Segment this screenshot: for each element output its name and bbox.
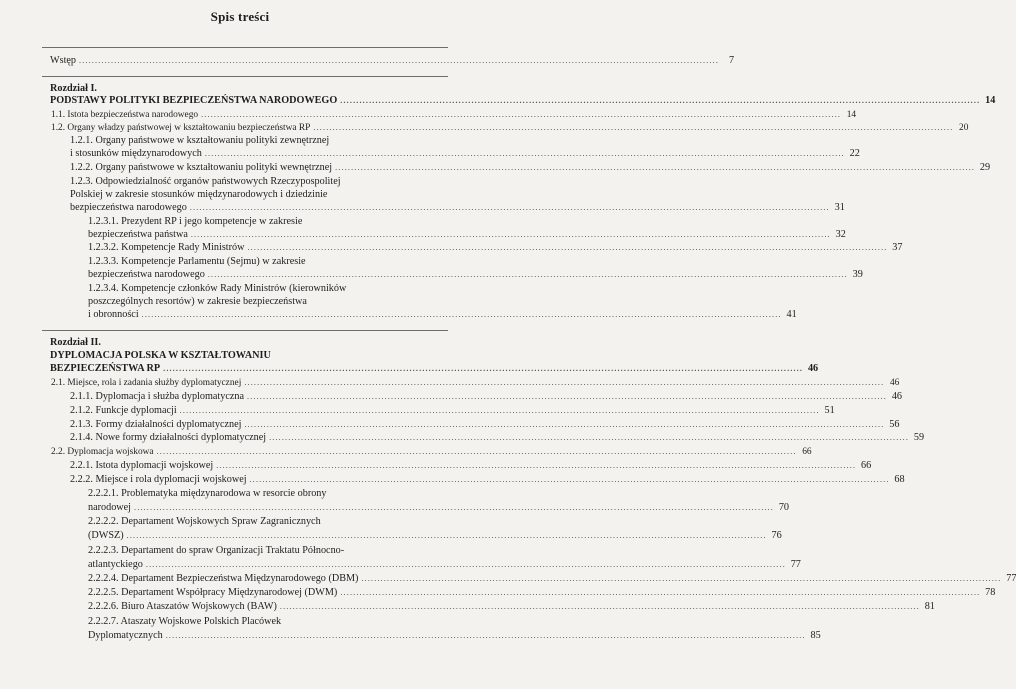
dot-leader: ........................................................................................................................................................................................................: [313, 123, 954, 132]
toc-page-number: 14: [985, 95, 996, 106]
toc-page-number: 77: [790, 559, 801, 570]
divider: [42, 47, 448, 48]
toc-entry-text: 2.1.4. Nowe formy działalności dyplomatycznej: [70, 432, 267, 443]
toc-entry-text: 1.1. Istota bezpieczeństwa narodowego: [51, 110, 199, 120]
toc-page-number: 7: [728, 55, 735, 66]
toc-entry-text: DYPLOMACJA POLSKA W KSZTAŁTOWANIU: [50, 350, 271, 361]
dot-leader: ........................................................................................................................................................................................................: [247, 392, 887, 401]
toc-entry-text: bezpieczeństwa narodowego: [70, 202, 187, 213]
toc-entry: [50, 363, 819, 375]
toc-entry: [70, 419, 900, 431]
toc-entry-text: Rozdział II.: [50, 337, 101, 348]
toc-page-number: 29: [979, 162, 991, 173]
toc-entry: [88, 229, 846, 241]
toc-entry: [70, 474, 905, 486]
toc-entry: [70, 202, 845, 214]
toc-entry: [88, 502, 789, 514]
toc-entry: [88, 601, 935, 613]
dot-leader: ........................................................................................................................................................................................................: [216, 461, 857, 470]
toc-entry-text: 2.2.2.6. Biuro Ataszatów Wojskowych (BAW): [88, 601, 277, 612]
toc-page-number: 66: [861, 460, 872, 471]
toc-page-number: 46: [889, 378, 900, 388]
dot-leader: ........................................................................................................................................................................................................: [165, 631, 806, 640]
dot-leader: ........................................................................................................................................................................................................: [335, 163, 976, 172]
toc-entry-text: bezpieczeństwa narodowego: [88, 269, 205, 280]
dot-leader: ........................................................................................................................................................................................................: [141, 310, 782, 319]
dot-leader: ........................................................................................................................................................................................................: [201, 110, 842, 119]
toc-entry: [88, 573, 1016, 585]
toc-page-number: 31: [834, 202, 845, 213]
toc-entry-text: narodowej: [88, 502, 131, 513]
toc-page-number: 70: [778, 502, 789, 513]
toc-page-number: 32: [835, 229, 846, 240]
toc-entry-text: 2.2.2.3. Departament do spraw Organizacji Traktatu Północno-: [88, 545, 345, 556]
page-title: Spis treści: [210, 9, 270, 24]
toc-entry-text: 2.2. Dyplomacja wojskowa: [51, 447, 154, 457]
toc-entry: [88, 616, 434, 628]
toc-entry: [51, 377, 900, 389]
toc-entry: [88, 296, 434, 308]
toc-entry: [50, 95, 996, 107]
toc-entry: [50, 55, 735, 67]
toc-entry: [70, 460, 872, 472]
toc-entry: [50, 83, 434, 95]
toc-entry-text: poszczególnych resortów) w zakresie bezpieczeństwa: [88, 296, 307, 307]
toc-entry: [70, 391, 902, 403]
toc-entry-text: 2.2.2.5. Departament Współpracy Międzynarodowej (DWM): [88, 587, 338, 598]
toc-entry-text: 1.2.2. Organy państwowe w kształtowaniu polityki wewnętrznej: [70, 162, 333, 173]
dot-leader: ........................................................................................................................................................................................................: [244, 420, 885, 429]
toc-entry-text: 2.1.1. Dyplomacja i służba dyplomatyczna: [70, 391, 244, 402]
toc-entry-text: 2.2.2. Miejsce i rola dyplomacji wojskowej: [70, 474, 247, 485]
toc-entry: [88, 559, 801, 571]
toc-entry-text: 1.2.3. Odpowiedzialność organów państwowych Rzeczypospolitej: [70, 176, 341, 187]
dot-leader: ........................................................................................................................................................................................................: [189, 203, 830, 212]
toc-entry: [70, 189, 434, 201]
toc-page-number: 22: [849, 148, 860, 159]
dot-leader: ........................................................................................................................................................................................................: [126, 531, 767, 540]
toc-entry-text: i stosunków międzynarodowych: [70, 148, 202, 159]
toc-page-number: 51: [824, 405, 835, 416]
toc-entry-text: 2.2.2.2. Departament Wojskowych Spraw Zagranicznych: [88, 516, 321, 527]
toc-page-number: 78: [985, 587, 996, 598]
toc-entry: [88, 309, 797, 321]
dot-leader: ........................................................................................................................................................................................................: [163, 364, 804, 373]
toc-entry-text: bezpieczeństwa państwa: [88, 229, 188, 240]
dot-leader: ........................................................................................................................................................................................................: [244, 378, 885, 387]
toc-entry: [88, 516, 434, 528]
dot-leader: ........................................................................................................................................................................................................: [207, 270, 848, 279]
toc-entry: [88, 269, 863, 281]
toc-entry-text: 1.2.3.1. Prezydent RP i jego kompetencje w zakresie: [88, 216, 303, 227]
toc-page-number: 20: [959, 123, 969, 133]
toc-entry-text: 1.2. Organy władzy państwowej w kształtowaniu bezpieczeństwa RP: [51, 123, 311, 133]
toc-page-number: 46: [891, 391, 902, 402]
toc-entry: [88, 530, 782, 542]
toc-entry-text: 1.2.3.2. Kompetencje Rady Ministrów: [88, 242, 245, 253]
divider: [42, 76, 448, 77]
dot-leader: ........................................................................................................................................................................................................: [249, 475, 890, 484]
toc-page-number: 39: [852, 269, 863, 280]
dot-leader: ........................................................................................................................................................................................................: [134, 503, 774, 512]
toc-entry: [50, 337, 434, 349]
dot-leader: ........................................................................................................................................................................................................: [156, 447, 797, 456]
toc-entry: [51, 446, 812, 458]
toc-page-number: 76: [771, 530, 782, 541]
toc-entry-text: Wstęp: [50, 55, 77, 66]
toc-entry-text: i obronności: [88, 309, 139, 320]
dot-leader: ........................................................................................................................................................................................................: [247, 243, 888, 252]
dot-leader: ........................................................................................................................................................................................................: [190, 230, 831, 239]
toc-entry-text: Rozdział I.: [50, 83, 97, 94]
toc-entry-text: 2.2.2.7. Ataszaty Wojskowe Polskich Placówek: [88, 616, 282, 627]
dot-leader: ........................................................................................................................................................................................................: [361, 574, 1002, 583]
toc-entry-text: Dyplomatycznych: [88, 630, 163, 641]
toc-page-number: 59: [913, 432, 925, 443]
toc-entry: [70, 432, 925, 444]
toc-entry: [70, 135, 434, 147]
toc-entry: [70, 148, 860, 160]
toc-entry-text: 2.2.1. Istota dyplomacji wojskowej: [70, 460, 214, 471]
toc-page-number: 41: [786, 309, 797, 320]
toc-entry: [70, 162, 991, 174]
toc-entry: [88, 488, 434, 500]
toc-page-number: 37: [892, 242, 903, 253]
toc-entry-text: 1.2.1. Organy państwowe w kształtowaniu polityki zewnętrznej: [70, 135, 330, 146]
toc-entry: [88, 216, 434, 228]
dot-leader: ........................................................................................................................................................................................................: [340, 588, 981, 597]
toc-page-number: 77: [1006, 573, 1016, 584]
toc-entry: [50, 350, 434, 362]
toc-page-number: 68: [894, 474, 905, 485]
toc-entry-text: 1.2.3.3. Kompetencje Parlamentu (Sejmu) w zakresie: [88, 256, 306, 267]
dot-leader: ........................................................................................................................................................................................................: [279, 602, 920, 611]
toc-entry-text: 1.2.3.4. Kompetencje członków Rady Ministrów (kierowników: [88, 283, 347, 294]
toc-entry-text: BEZPIECZEŃSTWA RP: [50, 363, 161, 374]
dot-leader: ........................................................................................................................................................................................................: [79, 56, 720, 65]
toc-entry: [70, 176, 434, 188]
toc-page-number: 81: [924, 601, 935, 612]
divider: [42, 330, 448, 331]
toc-entry-text: PODSTAWY POLITYKI BEZPIECZEŃSTWA NARODOWEGO: [50, 95, 338, 106]
toc-entry-text: 2.1.2. Funkcje dyplomacji: [70, 405, 177, 416]
toc-entry: [88, 630, 821, 642]
toc-entry: [70, 405, 835, 417]
dot-leader: ........................................................................................................................................................................................................: [179, 406, 820, 415]
toc-entry: [88, 283, 434, 295]
toc-entry: [51, 109, 857, 121]
toc-entry: [88, 587, 996, 599]
toc-page-number: 85: [810, 630, 821, 641]
toc-entry-text: atlantyckiego: [88, 559, 143, 570]
toc-page-number: 66: [802, 447, 812, 457]
dot-leader: ........................................................................................................................................................................................................: [340, 96, 981, 105]
toc-page-number: 56: [889, 419, 900, 430]
toc-entry-text: 2.1. Miejsce, rola i zadania służby dyplomatycznej: [51, 378, 242, 388]
dot-leader: ........................................................................................................................................................................................................: [145, 560, 786, 569]
toc-entry-text: (DWSZ): [88, 530, 124, 541]
toc-entry-text: 2.2.2.4. Departament Bezpieczeństwa Międzynarodowego (DBM): [88, 573, 359, 584]
dot-leader: ........................................................................................................................................................................................................: [269, 433, 910, 442]
toc-page-number: 46: [807, 363, 819, 374]
dot-leader: ........................................................................................................................................................................................................: [204, 149, 845, 158]
toc-page-number: 14: [846, 110, 857, 120]
toc-entry-text: 2.2.2.1. Problematyka międzynarodowa w resorcie obrony: [88, 488, 327, 499]
toc-entry-text: 2.1.3. Formy działalności dyplomatycznej: [70, 419, 242, 430]
toc-entry: [88, 242, 903, 254]
toc-entry: [88, 545, 434, 557]
toc-entry-text: Polskiej w zakresie stosunków międzynarodowych i dziedzinie: [70, 189, 328, 200]
toc-entry: [51, 122, 969, 134]
toc-entry: [88, 256, 434, 268]
